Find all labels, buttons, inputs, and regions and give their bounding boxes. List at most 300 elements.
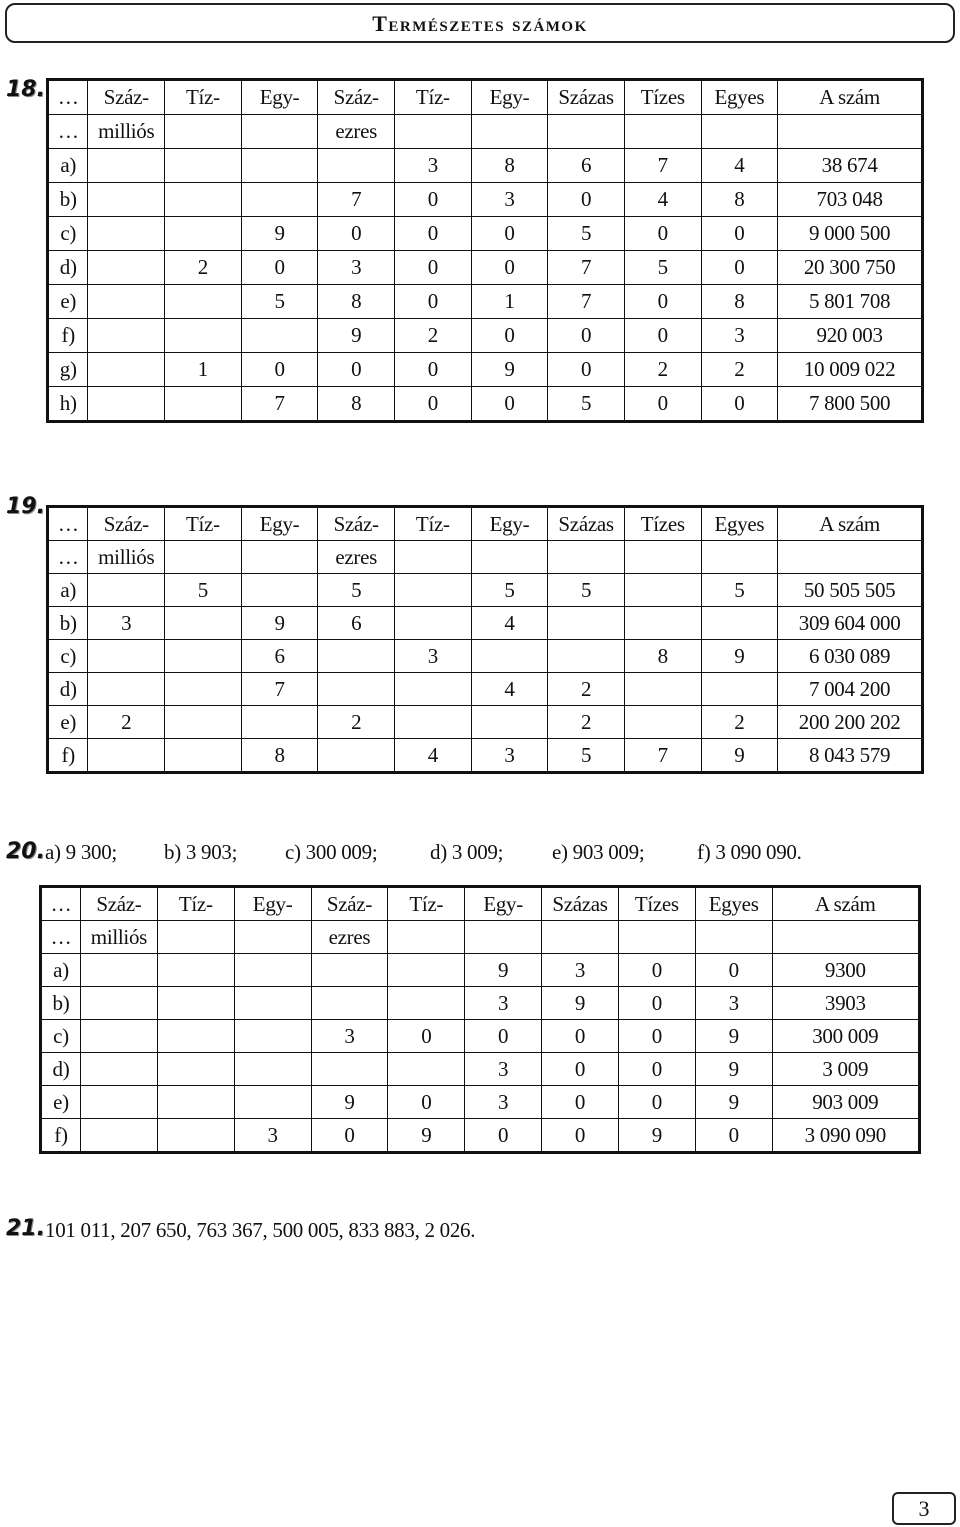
- table-cell: d): [41, 1053, 81, 1086]
- table-cell: [157, 1086, 234, 1119]
- table-cell: [241, 319, 318, 353]
- table-cell: 920 003: [778, 319, 923, 353]
- table-cell: [778, 541, 923, 574]
- table-cell: [241, 115, 318, 149]
- table-cell: 0: [241, 251, 318, 285]
- table-cell: 2: [548, 673, 625, 706]
- table-cell: Száz-: [81, 887, 158, 921]
- answer-text: b) 3 903;: [164, 840, 238, 864]
- table-cell: 0: [701, 251, 778, 285]
- table-cell: 0: [695, 954, 772, 987]
- table-cell: 3: [471, 183, 548, 217]
- table-cell: b): [48, 607, 88, 640]
- page-number: 3: [892, 1492, 956, 1525]
- table-cell: Egyes: [701, 507, 778, 541]
- table-cell: 0: [465, 1020, 542, 1053]
- table-cell: 0: [388, 1086, 465, 1119]
- table-cell: [88, 251, 165, 285]
- table-cell: 0: [318, 217, 395, 251]
- table-row: [48, 706, 923, 739]
- table-cell: e): [41, 1086, 81, 1119]
- table-cell: 0: [701, 387, 778, 422]
- table-cell: [311, 1053, 388, 1086]
- table-cell: [241, 183, 318, 217]
- chapter-title: Természetes számok: [5, 3, 955, 43]
- table-cell: 4: [701, 149, 778, 183]
- table-cell: 3: [395, 640, 472, 673]
- place-value-table-20: [39, 885, 921, 1154]
- table-row: [48, 183, 923, 217]
- table-cell: [772, 921, 919, 954]
- table-cell: 5: [318, 574, 395, 607]
- table-cell: 9: [318, 319, 395, 353]
- table-cell: 6: [548, 149, 625, 183]
- table-cell: 0: [471, 387, 548, 422]
- table-cell: [88, 739, 165, 773]
- table-cell: 1: [165, 353, 242, 387]
- table-cell: [234, 1086, 311, 1119]
- table-cell: Tízes: [624, 507, 701, 541]
- table-cell: 9: [388, 1119, 465, 1153]
- table-cell: [388, 1053, 465, 1086]
- table-cell: 9: [542, 987, 619, 1020]
- table-cell: [234, 921, 311, 954]
- table-cell: 0: [542, 1053, 619, 1086]
- table-cell: [548, 607, 625, 640]
- table-cell: 8: [701, 183, 778, 217]
- table-cell: 0: [618, 1020, 695, 1053]
- header-row: [41, 921, 920, 954]
- table-cell: 0: [548, 353, 625, 387]
- table-cell: 2: [318, 706, 395, 739]
- exercise-number-19: 19.: [6, 494, 45, 519]
- table-cell: 0: [388, 1020, 465, 1053]
- table-cell: Egy-: [241, 80, 318, 115]
- table-cell: d): [48, 673, 88, 706]
- table-cell: [624, 115, 701, 149]
- table-cell: [165, 115, 242, 149]
- table-cell: 3: [318, 251, 395, 285]
- table-cell: A szám: [778, 80, 923, 115]
- table-cell: 5: [624, 251, 701, 285]
- table-cell: [88, 673, 165, 706]
- table-cell: [165, 387, 242, 422]
- table-row: [48, 353, 923, 387]
- table-cell: 6: [318, 607, 395, 640]
- table-cell: Tíz-: [388, 887, 465, 921]
- table-cell: Száz-: [88, 80, 165, 115]
- table-cell: 1: [471, 285, 548, 319]
- table-cell: [241, 149, 318, 183]
- table-cell: [234, 987, 311, 1020]
- table-cell: [157, 954, 234, 987]
- table-cell: 0: [701, 217, 778, 251]
- table-cell: [88, 353, 165, 387]
- table-cell: ezres: [318, 115, 395, 149]
- table-cell: [81, 1020, 158, 1053]
- table-row: [48, 285, 923, 319]
- table-cell: [234, 1053, 311, 1086]
- table-cell: 2: [395, 319, 472, 353]
- table-cell: [701, 607, 778, 640]
- table-cell: 3: [311, 1020, 388, 1053]
- table-cell: [318, 640, 395, 673]
- table-cell: [471, 706, 548, 739]
- table-cell: [157, 921, 234, 954]
- table-cell: 9: [241, 607, 318, 640]
- table-cell: 5: [548, 739, 625, 773]
- table-cell: …: [48, 80, 88, 115]
- table-cell: 4: [624, 183, 701, 217]
- table-cell: [165, 640, 242, 673]
- table-cell: [548, 115, 625, 149]
- table-cell: 8: [241, 739, 318, 773]
- table-cell: [165, 183, 242, 217]
- table-cell: 10 009 022: [778, 353, 923, 387]
- table-cell: [624, 541, 701, 574]
- table-cell: [234, 954, 311, 987]
- answer-text: d) 3 009;: [430, 840, 504, 864]
- table-cell: [88, 183, 165, 217]
- table-cell: [81, 1086, 158, 1119]
- table-cell: 9: [465, 954, 542, 987]
- table-cell: 6 030 089: [778, 640, 923, 673]
- table-cell: 5: [471, 574, 548, 607]
- table-cell: [471, 115, 548, 149]
- table-cell: Százas: [542, 887, 619, 921]
- table-cell: 0: [395, 387, 472, 422]
- table-cell: Száz-: [311, 887, 388, 921]
- table-cell: [548, 640, 625, 673]
- header-row: [48, 115, 923, 149]
- table-cell: 2: [624, 353, 701, 387]
- table-cell: 200 200 202: [778, 706, 923, 739]
- table-cell: 0: [241, 353, 318, 387]
- table-cell: [88, 285, 165, 319]
- table-cell: [542, 921, 619, 954]
- table-cell: 8: [624, 640, 701, 673]
- table-cell: [165, 673, 242, 706]
- table-cell: c): [41, 1020, 81, 1053]
- table-cell: 9: [695, 1053, 772, 1086]
- table-cell: 9: [241, 217, 318, 251]
- table-cell: Száz-: [88, 507, 165, 541]
- table-cell: [241, 541, 318, 574]
- table-cell: [165, 217, 242, 251]
- table-cell: [695, 921, 772, 954]
- table-cell: 8: [318, 387, 395, 422]
- exercise-21-text: 101 011, 207 650, 763 367, 500 005, 833 883, 2 026.: [45, 1218, 476, 1242]
- table-cell: e): [48, 285, 88, 319]
- table-cell: [157, 1119, 234, 1153]
- table-cell: f): [41, 1119, 81, 1153]
- table-cell: 9 000 500: [778, 217, 923, 251]
- table-cell: [81, 987, 158, 1020]
- table-cell: [388, 954, 465, 987]
- table-cell: Százas: [548, 507, 625, 541]
- table-cell: a): [41, 954, 81, 987]
- table-cell: Tíz-: [395, 507, 472, 541]
- table-cell: Százas: [548, 80, 625, 115]
- table-cell: 0: [618, 1086, 695, 1119]
- table-cell: [157, 1053, 234, 1086]
- table-cell: 0: [471, 251, 548, 285]
- table-cell: 0: [548, 319, 625, 353]
- table-cell: [548, 541, 625, 574]
- header-row: [48, 507, 923, 541]
- table-cell: [395, 541, 472, 574]
- table-cell: 9: [695, 1086, 772, 1119]
- table-cell: [88, 574, 165, 607]
- table-cell: [624, 673, 701, 706]
- table-cell: 0: [395, 285, 472, 319]
- table-cell: [318, 673, 395, 706]
- table-cell: 0: [395, 251, 472, 285]
- table-cell: 5: [548, 217, 625, 251]
- table-cell: 0: [548, 183, 625, 217]
- table-cell: 0: [471, 217, 548, 251]
- table-cell: …: [48, 507, 88, 541]
- table-cell: 8 043 579: [778, 739, 923, 773]
- table-cell: 3: [465, 987, 542, 1020]
- table-cell: 5: [548, 387, 625, 422]
- table-cell: 0: [624, 387, 701, 422]
- table-cell: 0: [465, 1119, 542, 1153]
- table-row: [41, 1119, 920, 1153]
- table-cell: [318, 149, 395, 183]
- table-cell: [618, 921, 695, 954]
- table-cell: Tíz-: [165, 80, 242, 115]
- table-cell: 309 604 000: [778, 607, 923, 640]
- table-cell: [318, 739, 395, 773]
- answer-text: c) 300 009;: [285, 840, 378, 864]
- table-cell: 7: [318, 183, 395, 217]
- table-row: [48, 251, 923, 285]
- table-cell: [165, 739, 242, 773]
- table-cell: Egy-: [471, 507, 548, 541]
- table-cell: [311, 954, 388, 987]
- header-row: [41, 887, 920, 921]
- place-value-table-18: [46, 78, 924, 423]
- table-row: [48, 739, 923, 773]
- table-cell: [465, 921, 542, 954]
- table-cell: 7 004 200: [778, 673, 923, 706]
- table-cell: 0: [395, 217, 472, 251]
- table-cell: 9: [701, 739, 778, 773]
- table-cell: 8: [701, 285, 778, 319]
- table-cell: 0: [624, 285, 701, 319]
- table-cell: 5: [701, 574, 778, 607]
- table-cell: 0: [311, 1119, 388, 1153]
- table-cell: …: [41, 921, 81, 954]
- table-cell: 4: [395, 739, 472, 773]
- table-cell: [471, 640, 548, 673]
- table-cell: 7: [548, 285, 625, 319]
- table-cell: f): [48, 739, 88, 773]
- table-cell: [624, 607, 701, 640]
- table-row: [41, 1053, 920, 1086]
- answer-text: f) 3 090 090.: [697, 840, 802, 864]
- table-cell: 0: [695, 1119, 772, 1153]
- table-cell: 0: [542, 1119, 619, 1153]
- table-cell: [388, 987, 465, 1020]
- table-cell: [88, 387, 165, 422]
- table-cell: 2: [701, 353, 778, 387]
- table-cell: 3: [695, 987, 772, 1020]
- table-cell: 3 090 090: [772, 1119, 919, 1153]
- table-cell: [395, 673, 472, 706]
- place-value-table-19: [46, 505, 924, 774]
- table-cell: [624, 574, 701, 607]
- table-cell: 9: [311, 1086, 388, 1119]
- table-cell: ezres: [311, 921, 388, 954]
- table-cell: 0: [618, 1053, 695, 1086]
- table-cell: 300 009: [772, 1020, 919, 1053]
- table-cell: Tízes: [624, 80, 701, 115]
- table-cell: [165, 149, 242, 183]
- table-cell: Száz-: [318, 507, 395, 541]
- table-row: [41, 987, 920, 1020]
- table-cell: Egyes: [701, 80, 778, 115]
- table-cell: 703 048: [778, 183, 923, 217]
- table-cell: [701, 541, 778, 574]
- table-cell: 50 505 505: [778, 574, 923, 607]
- exercise-20-answers: [45, 840, 905, 866]
- table-cell: [388, 921, 465, 954]
- table-cell: [234, 1020, 311, 1053]
- table-cell: A szám: [778, 507, 923, 541]
- table-row: [48, 319, 923, 353]
- table-cell: b): [48, 183, 88, 217]
- table-cell: a): [48, 574, 88, 607]
- table-row: [48, 673, 923, 706]
- exercise-number-21: 21.: [6, 1216, 45, 1241]
- table-cell: 0: [618, 954, 695, 987]
- table-cell: 3903: [772, 987, 919, 1020]
- table-cell: Egy-: [241, 507, 318, 541]
- table-cell: 0: [395, 183, 472, 217]
- table-cell: 6: [241, 640, 318, 673]
- table-cell: 3: [542, 954, 619, 987]
- table-row: [48, 387, 923, 422]
- table-cell: Egy-: [471, 80, 548, 115]
- table-cell: [701, 673, 778, 706]
- table-cell: 2: [701, 706, 778, 739]
- table-cell: 7: [548, 251, 625, 285]
- table-cell: 0: [318, 353, 395, 387]
- table-cell: [157, 987, 234, 1020]
- table-cell: 7 800 500: [778, 387, 923, 422]
- table-cell: 5: [165, 574, 242, 607]
- table-row: [41, 954, 920, 987]
- table-cell: 7: [624, 149, 701, 183]
- table-cell: [624, 706, 701, 739]
- table-cell: [157, 1020, 234, 1053]
- table-cell: [165, 541, 242, 574]
- answer-text: e) 903 009;: [552, 840, 645, 864]
- table-cell: Egy-: [234, 887, 311, 921]
- table-cell: 3 009: [772, 1053, 919, 1086]
- table-cell: a): [48, 149, 88, 183]
- table-cell: [88, 640, 165, 673]
- table-cell: …: [48, 541, 88, 574]
- table-cell: 7: [624, 739, 701, 773]
- table-cell: 38 674: [778, 149, 923, 183]
- table-cell: 2: [88, 706, 165, 739]
- table-cell: d): [48, 251, 88, 285]
- table-cell: 3: [395, 149, 472, 183]
- table-cell: [88, 217, 165, 251]
- header-row: [48, 541, 923, 574]
- table-cell: [81, 1053, 158, 1086]
- table-cell: [471, 541, 548, 574]
- table-cell: f): [48, 319, 88, 353]
- table-cell: 3: [471, 739, 548, 773]
- table-cell: [395, 706, 472, 739]
- table-cell: 3: [234, 1119, 311, 1153]
- table-cell: [81, 954, 158, 987]
- table-cell: 5: [548, 574, 625, 607]
- table-cell: 8: [471, 149, 548, 183]
- table-cell: [395, 607, 472, 640]
- table-cell: 9: [618, 1119, 695, 1153]
- table-cell: Tíz-: [165, 507, 242, 541]
- table-cell: Száz-: [318, 80, 395, 115]
- table-cell: Tíz-: [395, 80, 472, 115]
- table-cell: A szám: [772, 887, 919, 921]
- table-cell: 0: [624, 217, 701, 251]
- table-cell: 7: [241, 673, 318, 706]
- table-cell: 9300: [772, 954, 919, 987]
- table-cell: b): [41, 987, 81, 1020]
- table-cell: [241, 574, 318, 607]
- header-row: [48, 80, 923, 115]
- table-cell: 7: [241, 387, 318, 422]
- table-cell: 5: [241, 285, 318, 319]
- table-cell: 9: [695, 1020, 772, 1053]
- table-cell: …: [48, 115, 88, 149]
- table-cell: c): [48, 640, 88, 673]
- table-cell: 0: [618, 987, 695, 1020]
- table-cell: 2: [165, 251, 242, 285]
- table-cell: 9: [701, 640, 778, 673]
- table-cell: [395, 574, 472, 607]
- table-cell: 3: [465, 1086, 542, 1119]
- table-cell: [165, 706, 242, 739]
- answer-text: a) 9 300;: [45, 840, 117, 864]
- table-cell: g): [48, 353, 88, 387]
- table-cell: 0: [542, 1086, 619, 1119]
- table-cell: 2: [548, 706, 625, 739]
- table-cell: Tíz-: [157, 887, 234, 921]
- table-row: [48, 640, 923, 673]
- table-row: [48, 607, 923, 640]
- table-cell: [88, 319, 165, 353]
- table-row: [48, 217, 923, 251]
- table-cell: 903 009: [772, 1086, 919, 1119]
- table-cell: h): [48, 387, 88, 422]
- table-cell: e): [48, 706, 88, 739]
- table-row: [48, 574, 923, 607]
- table-cell: 3: [465, 1053, 542, 1086]
- table-cell: 9: [471, 353, 548, 387]
- table-cell: milliós: [88, 541, 165, 574]
- table-cell: milliós: [88, 115, 165, 149]
- table-cell: 0: [395, 353, 472, 387]
- table-cell: …: [41, 887, 81, 921]
- table-cell: 4: [471, 673, 548, 706]
- table-cell: [311, 987, 388, 1020]
